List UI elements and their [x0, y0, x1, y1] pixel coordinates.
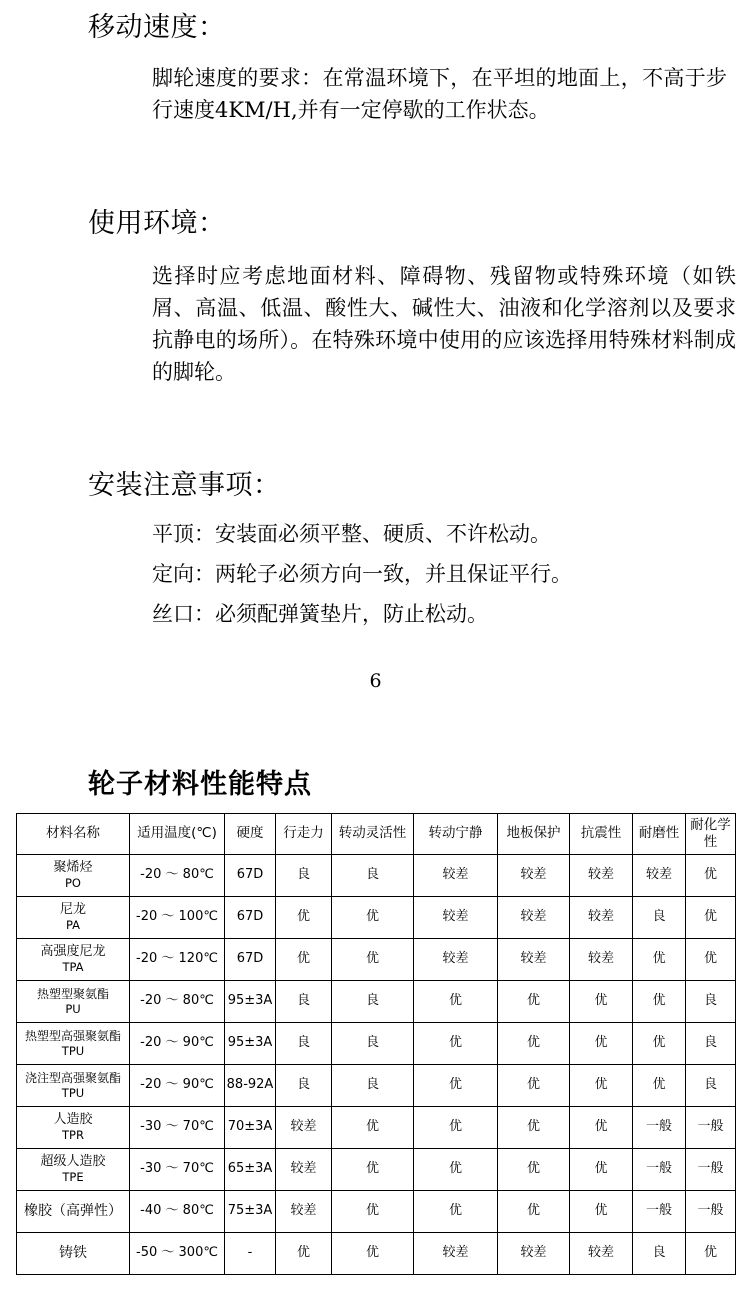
page-number: 6: [369, 670, 382, 692]
cell-floor-protection: 较差: [498, 854, 570, 896]
material-name-cell: [17, 1106, 130, 1148]
cell-shock-resistance: 优: [570, 1022, 633, 1064]
wheel-material-table-wrap: [16, 813, 735, 1275]
cell-wear-resistance: 一般: [633, 1190, 686, 1232]
cell-walking-force: 良: [276, 1064, 332, 1106]
material-name-cn: 聚烯烃: [53, 859, 93, 875]
material-name-cn: 高强度尼龙: [40, 943, 106, 959]
cell-floor-protection: 优: [498, 1106, 570, 1148]
cell-hardness: 67D: [225, 854, 276, 896]
material-name-cell: [17, 1022, 130, 1064]
column-header: 行走力: [276, 814, 332, 855]
cell-chemical-resistance: 一般: [686, 1106, 736, 1148]
cell-chemical-resistance: 优: [686, 1232, 736, 1274]
table-row: [17, 980, 736, 1022]
cell-quietness: 优: [414, 1148, 498, 1190]
cell-wear-resistance: 良: [633, 1232, 686, 1274]
table-title: 轮子材料性能特点: [88, 769, 312, 801]
heading-move-speed: 移动速度：: [88, 12, 226, 43]
table-row: [17, 938, 736, 980]
material-name-en: TPE: [62, 1170, 84, 1185]
cell-wear-resistance: 良: [633, 896, 686, 938]
cell-hardness: 67D: [225, 896, 276, 938]
cell-walking-force: 良: [276, 1022, 332, 1064]
cell-hardness: 88-92A: [225, 1064, 276, 1106]
material-name-en: PA: [65, 918, 81, 933]
cell-temperature: -30 ～ 70℃: [130, 1148, 225, 1190]
material-name-cn: 热塑型高强聚氨酯: [24, 1028, 121, 1043]
cell-temperature: -20 ～ 120℃: [130, 938, 225, 980]
material-name-cn: 铸铁: [59, 1244, 87, 1261]
cell-walking-force: 良: [276, 980, 332, 1022]
material-name-cell: [17, 1190, 130, 1232]
cell-hardness: 95±3A: [225, 980, 276, 1022]
material-name-cell: [17, 1232, 130, 1274]
cell-walking-force: 优: [276, 896, 332, 938]
material-name-cn: 人造胶: [53, 1111, 93, 1127]
cell-floor-protection: 优: [498, 1064, 570, 1106]
material-name-en: PU: [65, 1001, 81, 1016]
cell-wear-resistance: 较差: [633, 854, 686, 896]
material-name-cell: [17, 938, 130, 980]
cell-swivel-flexibility: 优: [332, 1106, 414, 1148]
cell-hardness: 67D: [225, 938, 276, 980]
cell-shock-resistance: 优: [570, 1106, 633, 1148]
cell-chemical-resistance: 一般: [686, 1148, 736, 1190]
material-name-en: TPR: [62, 1128, 84, 1143]
cell-shock-resistance: 优: [570, 1190, 633, 1232]
table-row: [17, 1190, 736, 1232]
column-header: 地板保护: [498, 814, 570, 855]
cell-hardness: 95±3A: [225, 1022, 276, 1064]
cell-hardness: -: [225, 1232, 276, 1274]
cell-quietness: 优: [414, 1064, 498, 1106]
cell-wear-resistance: 优: [633, 1022, 686, 1064]
cell-temperature: -40 ～ 80℃: [130, 1190, 225, 1232]
material-name-cell: [17, 980, 130, 1022]
cell-walking-force: 较差: [276, 1190, 332, 1232]
cell-temperature: -50 ～ 300℃: [130, 1232, 225, 1274]
cell-shock-resistance: 优: [570, 980, 633, 1022]
cell-temperature: -20 ～ 90℃: [130, 1064, 225, 1106]
material-name-cell: [17, 1064, 130, 1106]
cell-wear-resistance: 优: [633, 938, 686, 980]
material-name-en: TPU: [61, 1085, 85, 1100]
cell-quietness: 较差: [414, 896, 498, 938]
cell-hardness: 70±3A: [225, 1106, 276, 1148]
cell-swivel-flexibility: 良: [332, 1022, 414, 1064]
table-row: [17, 854, 736, 896]
cell-swivel-flexibility: 优: [332, 1148, 414, 1190]
material-name-en: PO: [65, 876, 81, 891]
cell-wear-resistance: 一般: [633, 1106, 686, 1148]
table-row: [17, 1106, 736, 1148]
cell-swivel-flexibility: 优: [332, 1190, 414, 1232]
cell-chemical-resistance: 良: [686, 1064, 736, 1106]
paragraph-use-environment: 选择时应考虑地面材料、障碍物、残留物或特殊环境（如铁屑、高温、低温、酸性大、碱性大、油液和化学溶剂以及要求抗静电的场所）。在特殊环境中使用的应该选择用特殊材料制成的脚轮。: [152, 264, 736, 384]
cell-floor-protection: 优: [498, 1148, 570, 1190]
cell-chemical-resistance: 一般: [686, 1190, 736, 1232]
cell-floor-protection: 较差: [498, 1232, 570, 1274]
cell-quietness: 优: [414, 1106, 498, 1148]
cell-floor-protection: 优: [498, 980, 570, 1022]
table-row: [17, 1064, 736, 1106]
cell-quietness: 较差: [414, 938, 498, 980]
cell-swivel-flexibility: 良: [332, 1064, 414, 1106]
material-name-en: TPU: [61, 1043, 85, 1058]
material-name-cell: [17, 854, 130, 896]
cell-shock-resistance: 优: [570, 1064, 633, 1106]
cell-quietness: 优: [414, 980, 498, 1022]
material-name-cell: [17, 896, 130, 938]
paragraph-move-speed: 脚轮速度的要求：在常温环境下，在平坦的地面上，不高于步行速度4KM/H,并有一定停歇的工作状态。: [152, 66, 727, 122]
column-header: 转动灵活性: [332, 814, 414, 855]
cell-swivel-flexibility: 良: [332, 854, 414, 896]
cell-walking-force: 优: [276, 938, 332, 980]
cell-chemical-resistance: 优: [686, 938, 736, 980]
material-name-cn: 热塑型聚氨酯: [36, 986, 109, 1001]
wheel-material-performance-table: [16, 813, 736, 1275]
cell-hardness: 65±3A: [225, 1148, 276, 1190]
cell-wear-resistance: 一般: [633, 1148, 686, 1190]
cell-quietness: 较差: [414, 854, 498, 896]
material-name-en: TPA: [62, 960, 84, 975]
list-item: 定向：两轮子必须方向一致，并且保证平行。: [152, 562, 572, 586]
cell-temperature: -20 ～ 80℃: [130, 980, 225, 1022]
cell-swivel-flexibility: 良: [332, 980, 414, 1022]
cell-chemical-resistance: 良: [686, 1022, 736, 1064]
material-name-cn: 超级人造胶: [40, 1153, 106, 1169]
material-name-cell: [17, 1148, 130, 1190]
cell-floor-protection: 较差: [498, 896, 570, 938]
column-header: 耐化学性: [686, 814, 736, 855]
install-notes-list: [152, 524, 732, 644]
cell-swivel-flexibility: 优: [332, 1232, 414, 1274]
cell-walking-force: 较差: [276, 1106, 332, 1148]
cell-quietness: 较差: [414, 1232, 498, 1274]
cell-chemical-resistance: 优: [686, 896, 736, 938]
cell-temperature: -20 ～ 80℃: [130, 854, 225, 896]
cell-wear-resistance: 优: [633, 1064, 686, 1106]
heading-use-environment: 使用环境：: [88, 208, 226, 239]
column-header: 转动宁静: [414, 814, 498, 855]
cell-walking-force: 较差: [276, 1148, 332, 1190]
cell-chemical-resistance: 优: [686, 854, 736, 896]
cell-shock-resistance: 较差: [570, 1232, 633, 1274]
cell-temperature: -20 ～ 100℃: [130, 896, 225, 938]
table-row: [17, 1148, 736, 1190]
table-row: [17, 1022, 736, 1064]
table-header-row: [17, 814, 736, 855]
cell-shock-resistance: 较差: [570, 896, 633, 938]
cell-floor-protection: 优: [498, 1022, 570, 1064]
cell-shock-resistance: 优: [570, 1148, 633, 1190]
cell-floor-protection: 优: [498, 1190, 570, 1232]
cell-walking-force: 优: [276, 1232, 332, 1274]
column-header: 抗震性: [570, 814, 633, 855]
column-header: 适用温度(℃): [130, 814, 225, 855]
cell-shock-resistance: 较差: [570, 854, 633, 896]
material-name-cn: 橡胶（高弹性）: [24, 1202, 122, 1219]
cell-floor-protection: 较差: [498, 938, 570, 980]
cell-wear-resistance: 优: [633, 980, 686, 1022]
cell-temperature: -20 ～ 90℃: [130, 1022, 225, 1064]
cell-walking-force: 良: [276, 854, 332, 896]
list-item: 平顶：安装面必须平整、硬质、不许松动。: [152, 522, 551, 546]
list-item: 丝口：必须配弹簧垫片，防止松动。: [152, 602, 488, 626]
cell-chemical-resistance: 良: [686, 980, 736, 1022]
cell-swivel-flexibility: 优: [332, 938, 414, 980]
column-header: 硬度: [225, 814, 276, 855]
material-name-cn: 浇注型高强聚氨酯: [24, 1070, 121, 1085]
table-row: [17, 896, 736, 938]
cell-hardness: 75±3A: [225, 1190, 276, 1232]
column-header: 材料名称: [17, 814, 130, 855]
table-row: [17, 1232, 736, 1274]
cell-shock-resistance: 较差: [570, 938, 633, 980]
cell-swivel-flexibility: 优: [332, 896, 414, 938]
cell-quietness: 优: [414, 1022, 498, 1064]
material-name-cn: 尼龙: [59, 901, 86, 917]
cell-quietness: 优: [414, 1190, 498, 1232]
column-header: 耐磨性: [633, 814, 686, 855]
cell-temperature: -30 ～ 70℃: [130, 1106, 225, 1148]
heading-install-notes: 安装注意事项：: [88, 470, 281, 501]
